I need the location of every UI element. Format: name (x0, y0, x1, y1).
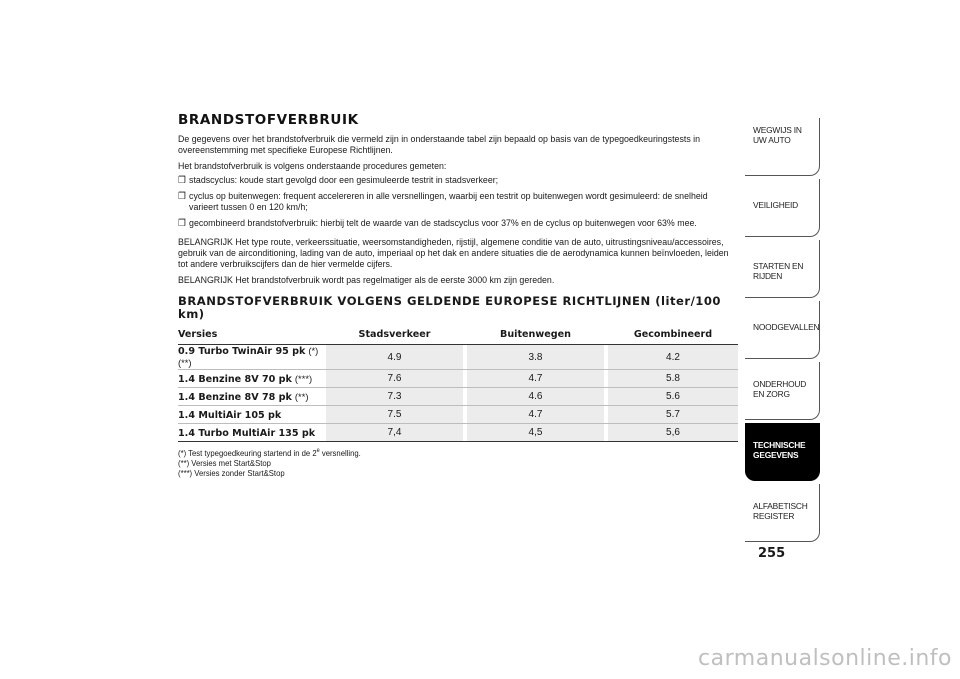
tab-onderhoud-en-zorg[interactable]: ONDERHOUD EN ZORG (745, 362, 820, 420)
value-gecombineerd: 5.6 (608, 388, 738, 406)
column-header-versies: Versies (178, 327, 326, 345)
bullet-item: ❒ cyclus op buitenwegen: frequent accelereren in alle versnellingen, waarbij een testrit op buitenwegen wordt gesimuleerd: de snelheid varieert tussen 0 en 120 km/h; (178, 191, 708, 213)
column-header-stadsverkeer: Stadsverkeer (326, 327, 463, 345)
main-content (178, 112, 738, 478)
important-note-2: BELANGRIJK Het brandstofverbruik wordt pas regelmatiger als de eerste 3000 km zijn gereden. (178, 275, 555, 286)
version-name: 1.4 MultiAir 105 pk (178, 406, 326, 424)
value-gecombineerd: 4.2 (608, 345, 738, 370)
checkbox-bullet-icon: ❒ (178, 191, 186, 202)
value-stadsverkeer: 7.3 (326, 388, 463, 406)
version-name: 1.4 Benzine 8V 70 pk (***) (178, 370, 326, 388)
procedures-intro: Het brandstofverbruik is volgens onderstaande procedures gemeten: (178, 161, 447, 172)
watermark-text: carmanualsonline.info (698, 646, 952, 671)
tab-technische-gegevens[interactable]: TECHNISCHE GEGEVENS (745, 423, 820, 481)
intro-paragraph: De gegevens over het brandstofverbruik die vermeld zijn in onderstaande tabel zijn bepaald op basis van de typegoedkeuringstests in overeenstemming met specifieke Europese Richtlijnen. (178, 134, 701, 156)
tab-starten-en-rijden[interactable]: STARTEN EN RIJDEN (745, 240, 820, 298)
value-buitenwegen: 4.6 (467, 388, 604, 406)
table-row (178, 424, 738, 442)
version-name: 1.4 Benzine 8V 78 pk (**) (178, 388, 326, 406)
column-header-buitenwegen: Buitenwegen (467, 327, 604, 345)
tab-wegwijs-in-uw-auto[interactable]: WEGWIJS IN UW AUTO (745, 118, 820, 176)
chapter-tabs (745, 118, 820, 545)
value-stadsverkeer: 7,4 (326, 424, 463, 442)
value-stadsverkeer: 7.5 (326, 406, 463, 424)
value-gecombineerd: 5.8 (608, 370, 738, 388)
checkbox-bullet-icon: ❒ (178, 218, 186, 229)
footnote-3: (***) Versies zonder Start&Stop (178, 467, 285, 478)
table-header-row (178, 327, 738, 345)
value-buitenwegen: 3.8 (467, 345, 604, 370)
footnotes (178, 446, 693, 478)
important-note-1: BELANGRIJK Het type route, verkeerssituatie, weersomstandigheden, rijstijl, algemene conditie van de auto, uitrustingsniveau/accessoires, gebruik van de airconditioning, lading van de auto, imperiaal op het dak en andere situaties die de aerodynamica kunnen beïnvloeden, leiden tot andere verbruikscijfers dan de hier vermelde cijfers. (178, 237, 729, 270)
page-title: BRANDSTOFVERBRUIK (178, 112, 359, 128)
fuel-consumption-table (178, 327, 738, 442)
value-buitenwegen: 4.7 (467, 406, 604, 424)
value-buitenwegen: 4.7 (467, 370, 604, 388)
value-gecombineerd: 5,6 (608, 424, 738, 442)
page-number: 255 (758, 546, 786, 561)
value-stadsverkeer: 7.6 (326, 370, 463, 388)
tab-alfabetisch-register[interactable]: ALFABETISCH REGISTER (745, 484, 820, 542)
bullet-item: ❒ gecombineerd brandstofverbruik: hierbij telt de waarde van de stadscyclus voor 37% en de cyclus op buitenwegen voor 63% mee. (178, 218, 697, 229)
table-row (178, 406, 738, 424)
table-row (178, 370, 738, 388)
tab-noodgevallen[interactable]: NOODGEVALLEN (745, 301, 820, 359)
tab-veiligheid[interactable]: VEILIGHEID (745, 179, 820, 237)
bullet-item: ❒ stadscyclus: koude start gevolgd door een gesimuleerde testrit in stadsverkeer; (178, 175, 499, 186)
table-row (178, 388, 738, 406)
column-header-gecombineerd: Gecombineerd (608, 327, 738, 345)
version-name: 1.4 Turbo MultiAir 135 pk (178, 424, 326, 442)
footnote-2: (**) Versies met Start&Stop (178, 457, 271, 468)
version-name: 0.9 Turbo TwinAir 95 pk (*) (**) (178, 345, 326, 370)
checkbox-bullet-icon: ❒ (178, 175, 186, 186)
table-title: BRANDSTOFVERBRUIK VOLGENS GELDENDE EUROPESE RICHTLIJNEN (liter/100 km) (178, 294, 722, 321)
value-buitenwegen: 4,5 (467, 424, 604, 442)
table-row (178, 345, 738, 370)
value-stadsverkeer: 4.9 (326, 345, 463, 370)
value-gecombineerd: 5.7 (608, 406, 738, 424)
footnote-1: (*) Test typegoedkeuring startend in de 2e versnelling. (178, 447, 361, 458)
